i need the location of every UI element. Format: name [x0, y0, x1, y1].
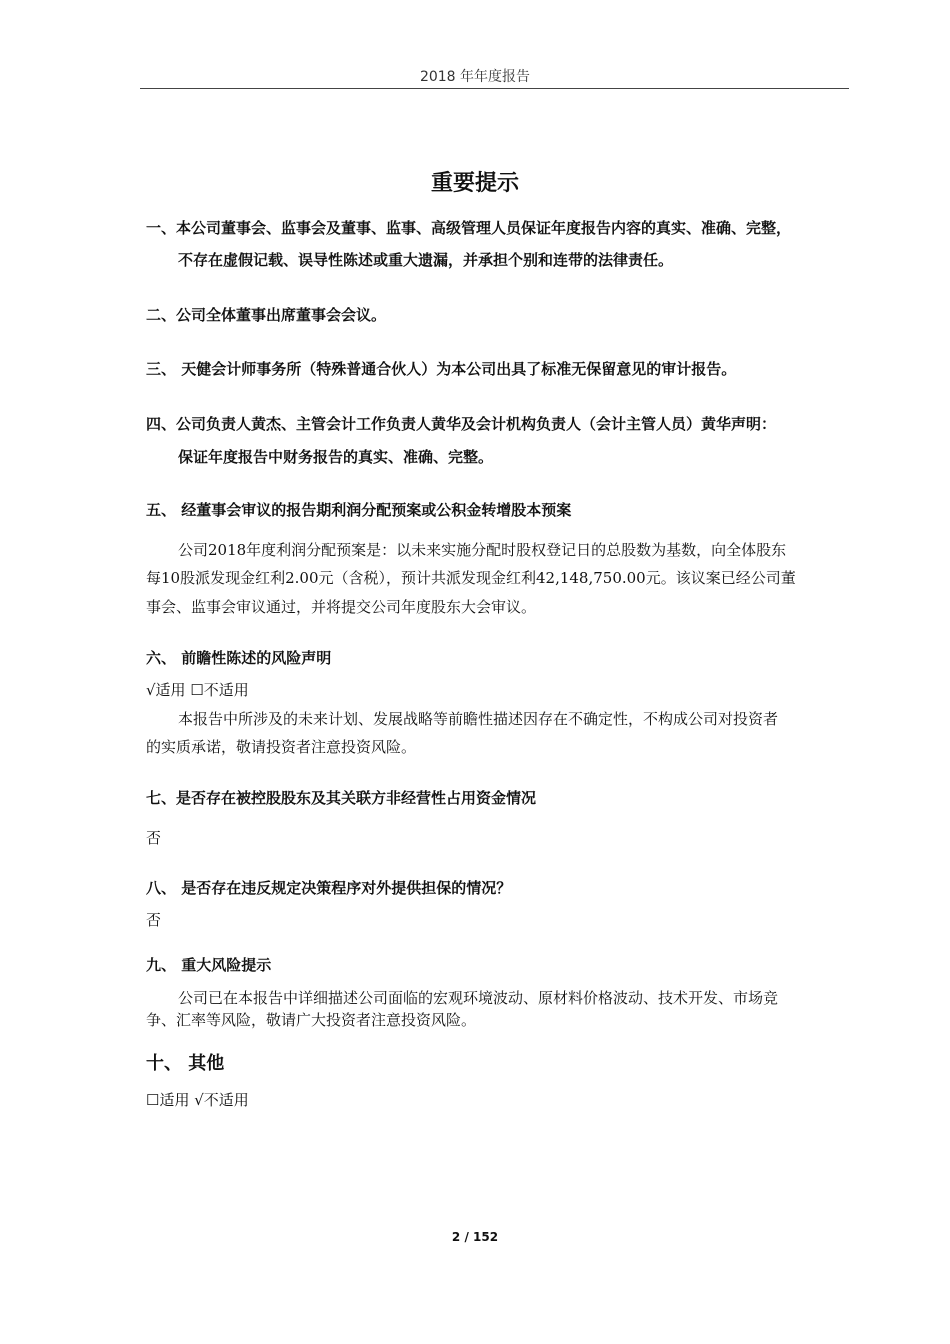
section-3: 三、 天健会计师事务所（特殊普通合伙人）为本公司出具了标准无保留意见的审计报告。	[146, 360, 737, 378]
section-5-paragraph-line-2: 每10股派发现金红利2.00元（含税），预计共派发现金红利42,148,750.00元。该议案已经公司董	[146, 569, 796, 587]
header-divider	[140, 88, 849, 89]
section-8-title: 八、 是否存在违反规定决策程序对外提供担保的情况？	[146, 879, 512, 897]
section-2: 二、公司全体董事出席董事会会议。	[146, 306, 387, 324]
page-title: 重要提示	[430, 171, 519, 196]
section-4-line-1: 四、公司负责人黄杰、主管会计工作负责人黄华及会计机构负责人（会计主管人员）黄华声明：	[146, 415, 777, 433]
section-6-title: 六、 前瞻性陈述的风险声明	[146, 649, 332, 667]
section-7-title: 七、是否存在被控股股东及其关联方非经营性占用资金情况	[146, 789, 537, 807]
section-1-line-2: 不存在虚假记载、误导性陈述或重大遗漏，并承担个别和连带的法律责任。	[178, 251, 674, 269]
section-8-answer: 否	[146, 911, 162, 929]
section-9-title: 九、 重大风险提示	[146, 956, 272, 974]
section-10-title: 十、 其他	[146, 1053, 225, 1074]
section-6-paragraph-line-2: 的实质承诺，敬请投资者注意投资风险。	[146, 738, 417, 756]
section-5-paragraph-line-1: 公司2018年度利润分配预案是：以未来实施分配时股权登记日的总股数为基数，向全体股东	[178, 541, 787, 559]
page-number: 2 / 152	[451, 1230, 499, 1244]
section-10-applicability: ☐适用 √不适用	[146, 1091, 249, 1109]
section-6-applicability: √适用 ☐不适用	[146, 681, 249, 699]
section-5-paragraph-line-3: 事会、监事会审议通过，并将提交公司年度股东大会审议。	[146, 598, 537, 616]
section-6-paragraph-line-1: 本报告中所涉及的未来计划、发展战略等前瞻性描述因存在不确定性，不构成公司对投资者	[178, 710, 779, 728]
section-1-line-1: 一、本公司董事会、监事会及董事、监事、高级管理人员保证年度报告内容的真实、准确、完整，	[146, 219, 792, 237]
running-header: 2018 年年度报告	[419, 69, 531, 85]
section-4-line-2: 保证年度报告中财务报告的真实、准确、完整。	[178, 448, 494, 466]
section-9-paragraph-line-1: 公司已在本报告中详细描述公司面临的宏观环境波动、原材料价格波动、技术开发、市场竞	[178, 989, 779, 1007]
section-9-paragraph-line-2: 争、汇率等风险，敬请广大投资者注意投资风险。	[146, 1011, 477, 1029]
section-5-title: 五、 经董事会审议的报告期利润分配预案或公积金转增股本预案	[146, 501, 572, 519]
section-7-answer: 否	[146, 829, 162, 847]
